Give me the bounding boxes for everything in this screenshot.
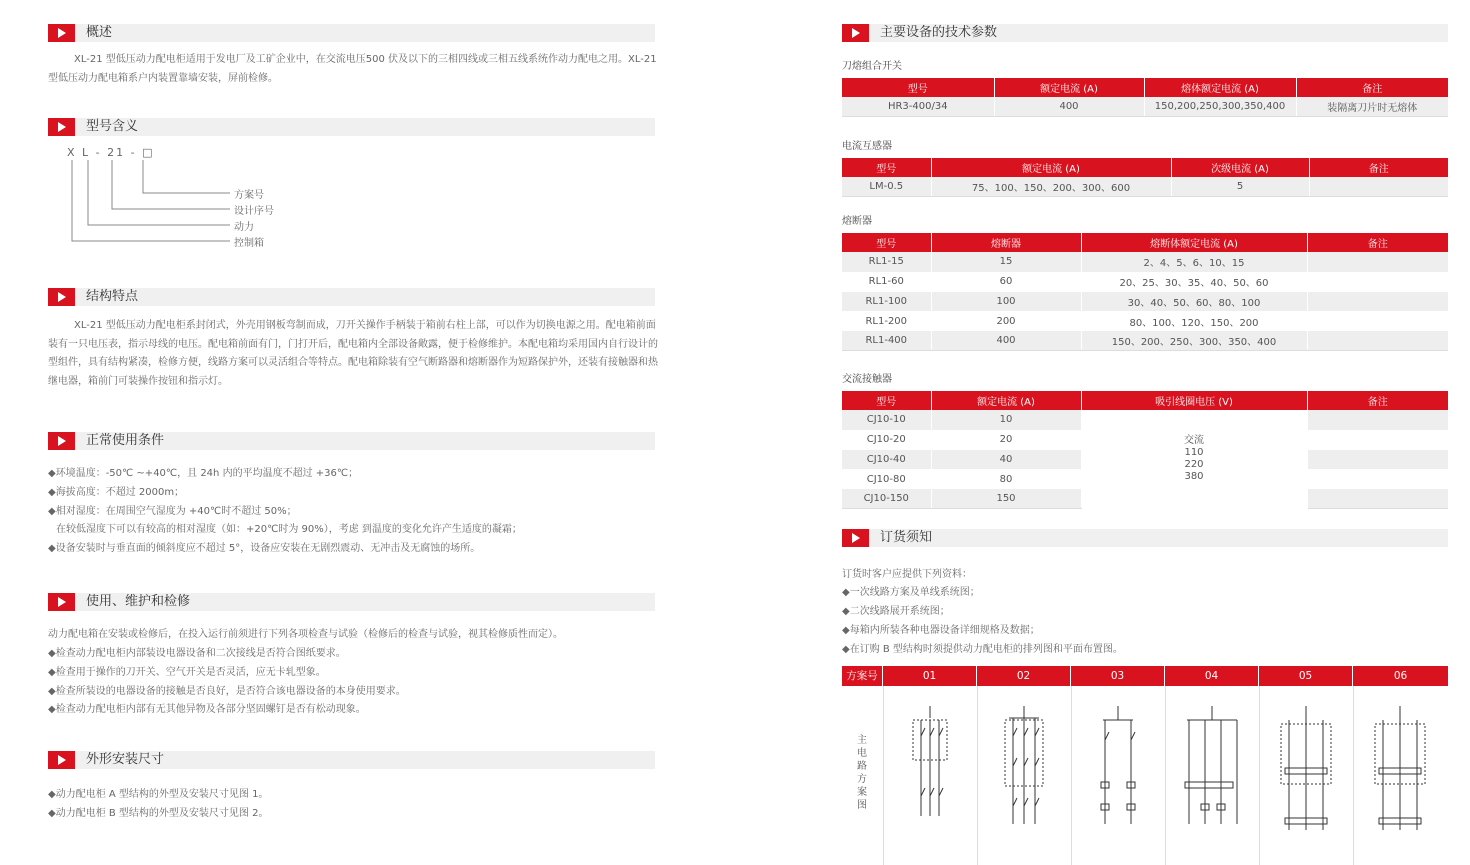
table-cell: 2、4、5、6、10、15 bbox=[1081, 252, 1307, 272]
table-header: 备注 bbox=[1309, 158, 1448, 177]
play-icon bbox=[48, 288, 75, 306]
play-icon bbox=[48, 751, 75, 769]
circuit-diagram-06 bbox=[1353, 706, 1448, 836]
table-cell: RL1-15 bbox=[842, 252, 931, 272]
table-cell: 80、100、120、150、200 bbox=[1081, 311, 1307, 331]
table-cell bbox=[1309, 177, 1448, 197]
maintenance-line: 动力配电箱在安装或检修后，在投入运行前须进行下列各项检查与试验（检修后的检查与试验，视其检修质性而定）。 bbox=[48, 629, 563, 640]
table-cell bbox=[1307, 489, 1448, 509]
section-title: 使用、维护和检修 bbox=[86, 594, 191, 609]
maintenance-line: ◆检查动力配电柜内部装设电器设备和二次接线是否符合图纸要求。 bbox=[48, 648, 346, 659]
structure-text: XL-21 型低压动力配电柜系封闭式，外壳用钢板弯制而成，刀开关操作手柄装于箱前右柱上部，可以作为切换电源之用。配电箱前面装有一只电压表，指示母线的电压。配电箱前面有门，门打开后，配电箱内全部设备敞露，便于检修维护。本配电箱均采用国内自行设计的型组件，具有结构紧凑，检修方便，线路方案可以灵活组合等特点。配电箱除装有空气断路器和熔断器作为短路保护外，还装有接触器和热继电器，箱前门可装操作按钮和指示灯。 bbox=[48, 320, 658, 387]
order-line: 订货时客户应提供下列资料： bbox=[842, 569, 972, 580]
circuit-diagram-04 bbox=[1165, 706, 1259, 836]
model-code: X L - 21 - □ bbox=[67, 146, 155, 159]
voltage-value: 110 bbox=[1184, 447, 1204, 459]
table-row bbox=[842, 311, 1448, 331]
table-cell bbox=[1307, 272, 1448, 292]
section-header-params bbox=[842, 24, 1448, 42]
table-cell: 150,200,250,300,350,400 bbox=[1144, 97, 1296, 117]
table-cell: RL1-200 bbox=[842, 311, 931, 331]
table-header: 熔断体额定电流 (A) bbox=[1081, 233, 1307, 252]
table-cell bbox=[1307, 430, 1448, 450]
table-row bbox=[842, 97, 1448, 117]
table-header: 吸引线圈电压 (V) bbox=[1081, 391, 1307, 410]
scheme-table bbox=[842, 666, 1448, 865]
section-title: 主要设备的技术参数 bbox=[880, 25, 998, 40]
maintenance-line: ◆检查所装设的电器设备的接触是否良好，是否符合该电器设备的本身使用要求。 bbox=[48, 686, 406, 697]
voltage-value: 220 bbox=[1184, 459, 1204, 471]
table-cell bbox=[1307, 292, 1448, 312]
table-cell: CJ10-40 bbox=[842, 450, 931, 470]
section-header-structure bbox=[48, 288, 655, 306]
table-header: 备注 bbox=[1307, 233, 1448, 252]
scheme-col: 02 bbox=[977, 666, 1071, 686]
table-switch bbox=[842, 78, 1448, 117]
table-row bbox=[842, 410, 1448, 430]
table-cell: 15 bbox=[931, 252, 1081, 272]
voltage-value: 380 bbox=[1184, 471, 1204, 483]
play-icon bbox=[842, 529, 869, 547]
play-icon bbox=[48, 432, 75, 450]
table-contactor bbox=[842, 391, 1448, 509]
circuit-diagram-05 bbox=[1259, 706, 1353, 836]
table-cell: 100 bbox=[931, 292, 1081, 312]
table-cell: 80 bbox=[931, 469, 1081, 489]
section-title: 概述 bbox=[86, 25, 113, 40]
condition-line: ◆相对湿度：在周围空气湿度为 +40℃时不超过 50%； bbox=[48, 506, 297, 517]
table-label-ct: 电流互感器 bbox=[842, 141, 892, 152]
scheme-col: 05 bbox=[1259, 666, 1353, 686]
table-cell: CJ10-10 bbox=[842, 410, 931, 430]
play-icon bbox=[48, 118, 75, 136]
order-line: ◆一次线路方案及单线系统图； bbox=[842, 587, 980, 598]
order-line: ◆二次线路展开系统图； bbox=[842, 606, 950, 617]
table-header: 额定电流 (A) bbox=[994, 78, 1144, 97]
section-header-model bbox=[48, 118, 655, 136]
table-ct bbox=[842, 158, 1448, 197]
table-label-fuse: 熔断器 bbox=[842, 216, 872, 227]
table-cell: 200 bbox=[931, 311, 1081, 331]
circuit-diagram-03 bbox=[1071, 706, 1165, 836]
maintenance-line: ◆检查动力配电柜内部有无其他异物及各部分坚固螺钉是否有松动现象。 bbox=[48, 704, 366, 715]
table-cell: RL1-400 bbox=[842, 331, 931, 351]
table-cell: 150、200、250、300、350、400 bbox=[1081, 331, 1307, 351]
table-cell bbox=[1307, 469, 1448, 489]
table-cell: CJ10-150 bbox=[842, 489, 931, 509]
overview-text: XL-21 型低压动力配电柜适用于发电厂及工矿企业中，在交流电压500 伏及以下的三相四线或三相五线系统作动力配电之用。XL-21 型低压动力配电箱系户内装置靠墙安装，屏前检修。 bbox=[48, 54, 657, 84]
table-cell: 75、100、150、200、300、600 bbox=[931, 177, 1171, 197]
section-header-overview bbox=[48, 24, 655, 42]
table-cell: 20 bbox=[931, 430, 1081, 450]
table-cell: 5 bbox=[1171, 177, 1309, 197]
condition-line: ◆海拔高度：不超过 2000m； bbox=[48, 487, 185, 498]
table-header: 熔体额定电流 (A) bbox=[1144, 78, 1296, 97]
play-icon bbox=[48, 24, 75, 42]
scheme-col: 06 bbox=[1393, 670, 1408, 682]
section-title: 结构特点 bbox=[86, 289, 139, 304]
scheme-col: 04 bbox=[1165, 666, 1259, 686]
condition-line: 在较低湿度下可以有较高的相对湿度（如：+20℃时为 90%），考虑 到温度的变化允许产生适度的凝霜； bbox=[56, 524, 522, 535]
table-cell: 装隔离刀片时无熔体 bbox=[1296, 97, 1448, 117]
table-header: 次级电流 (A) bbox=[1171, 158, 1309, 177]
table-cell: RL1-100 bbox=[842, 292, 931, 312]
table-header: 型号 bbox=[842, 391, 931, 410]
dimensions-line: ◆动力配电柜 A 型结构的外型及安装尺寸见图 1。 bbox=[48, 789, 269, 800]
table-cell: CJ10-20 bbox=[842, 430, 931, 450]
scheme-col: 03 bbox=[1071, 666, 1165, 686]
maintenance-line: ◆检查用于操作的刀开关、空气开关是否灵活，应无卡轧型象。 bbox=[48, 667, 326, 678]
model-label: 控制箱 bbox=[234, 238, 264, 249]
table-cell: 400 bbox=[994, 97, 1144, 117]
table-cell bbox=[1307, 311, 1448, 331]
scheme-col: 01 bbox=[883, 666, 977, 686]
table-header: 备注 bbox=[1307, 391, 1448, 410]
order-line: ◆每箱内所装各种电器设备详细规格及数据； bbox=[842, 625, 1040, 636]
model-label: 设计序号 bbox=[234, 206, 274, 217]
table-label-contactor: 交流接触器 bbox=[842, 374, 892, 385]
table-cell bbox=[1307, 331, 1448, 351]
table-cell: 60 bbox=[931, 272, 1081, 292]
table-row bbox=[842, 177, 1448, 197]
table-row bbox=[842, 331, 1448, 351]
section-title: 型号含义 bbox=[86, 119, 139, 134]
scheme-row-label: 主电路方案图 bbox=[857, 735, 867, 811]
circuit-diagram-02 bbox=[977, 706, 1071, 836]
table-row bbox=[842, 252, 1448, 272]
table-label-switch: 刀熔组合开关 bbox=[842, 61, 902, 72]
section-header-order bbox=[842, 529, 1448, 547]
section-header-dimensions bbox=[48, 751, 655, 769]
section-header-conditions bbox=[48, 432, 655, 450]
table-cell bbox=[1307, 252, 1448, 272]
play-icon bbox=[842, 24, 869, 42]
table-cell: 400 bbox=[931, 331, 1081, 351]
section-header-maintenance bbox=[48, 593, 655, 611]
table-cell: 30、40、50、60、80、100 bbox=[1081, 292, 1307, 312]
table-fuse bbox=[842, 233, 1448, 351]
condition-line: ◆设备安装时与垂直面的倾斜度应不超过 5°，设备应安装在无剧烈震动、无冲击及无腐蚀的场所。 bbox=[48, 543, 481, 554]
model-label: 方案号 bbox=[234, 190, 264, 201]
table-cell: HR3-400/34 bbox=[842, 97, 994, 117]
section-title: 正常使用条件 bbox=[86, 433, 165, 448]
condition-line: ◆环境温度：-50℃ ~+40℃，且 24h 内的平均温度不超过 +36℃； bbox=[48, 468, 359, 479]
table-row bbox=[842, 292, 1448, 312]
table-header: 备注 bbox=[1296, 78, 1448, 97]
table-header: 额定电流 (A) bbox=[931, 158, 1171, 177]
table-header: 额定电流 (A) bbox=[931, 391, 1081, 410]
order-line: ◆在订购 B 型结构时须提供动力配电柜的排列图和平面布置图。 bbox=[842, 644, 1123, 655]
play-icon bbox=[48, 593, 75, 611]
table-cell: 20、25、30、35、40、50、60 bbox=[1081, 272, 1307, 292]
table-cell: 10 bbox=[931, 410, 1081, 430]
table-cell: 40 bbox=[931, 450, 1081, 470]
table-cell bbox=[1307, 410, 1448, 430]
circuit-diagram-01 bbox=[883, 706, 977, 826]
section-title: 外形安装尺寸 bbox=[86, 752, 165, 767]
table-cell: CJ10-80 bbox=[842, 469, 931, 489]
voltage-cell bbox=[1081, 410, 1307, 509]
voltage-value: 交流 bbox=[1184, 435, 1204, 447]
table-cell bbox=[1307, 450, 1448, 470]
table-cell: 150 bbox=[931, 489, 1081, 509]
table-header: 型号 bbox=[842, 78, 994, 97]
table-cell: LM-0.5 bbox=[842, 177, 931, 197]
table-header: 型号 bbox=[842, 233, 931, 252]
table-header: 熔断器 bbox=[931, 233, 1081, 252]
dimensions-line: ◆动力配电柜 B 型结构的外型及安装尺寸见图 2。 bbox=[48, 808, 269, 819]
table-row bbox=[842, 272, 1448, 292]
scheme-head-label: 方案号 bbox=[842, 666, 883, 686]
section-title: 订货须知 bbox=[880, 530, 933, 545]
model-label: 动力 bbox=[234, 222, 254, 233]
table-cell: RL1-60 bbox=[842, 272, 931, 292]
table-header: 型号 bbox=[842, 158, 931, 177]
